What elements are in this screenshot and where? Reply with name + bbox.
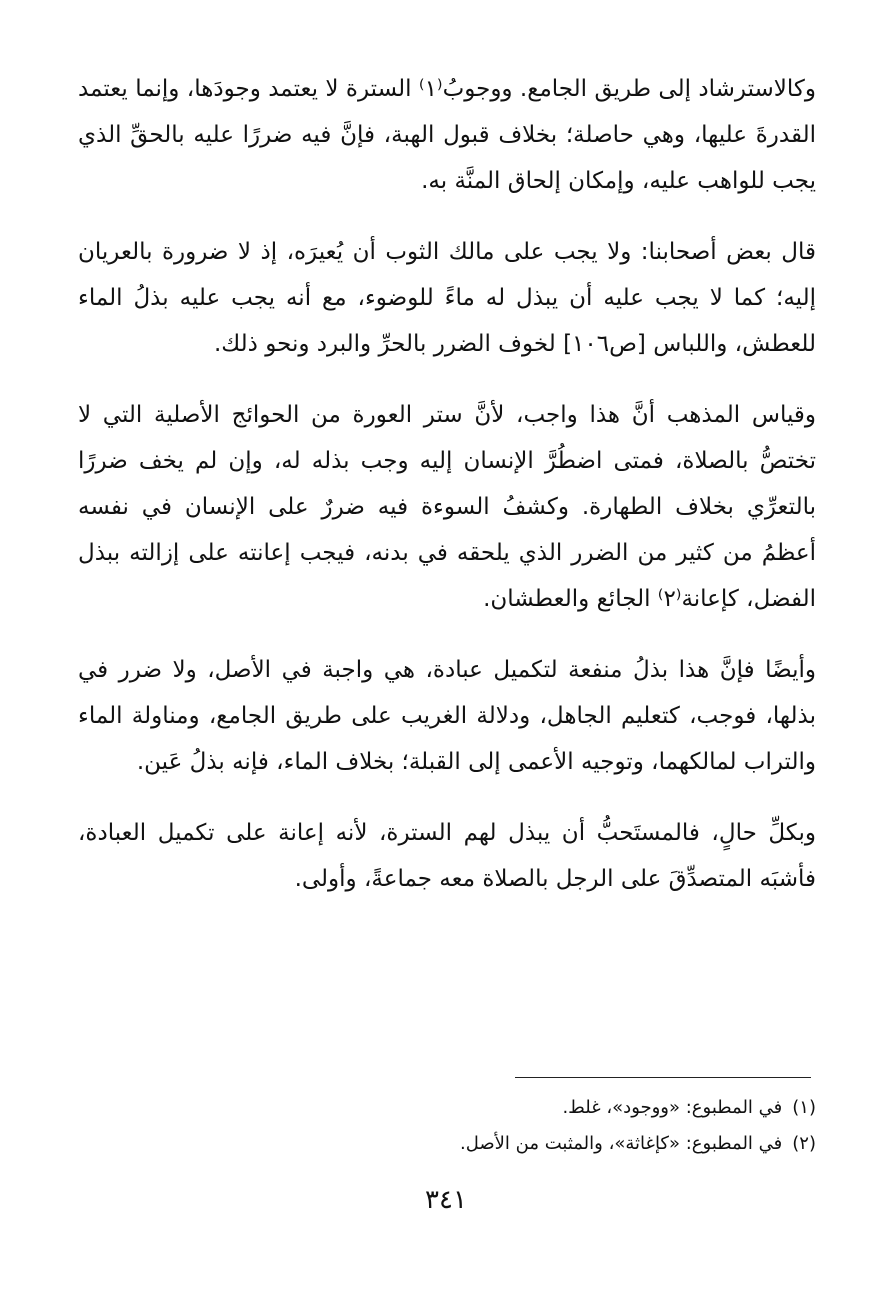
footnote-1-text: في المطبوع: «ووجود»، غلط. <box>562 1097 783 1118</box>
paragraph-1: وكالاسترشاد إلى طريق الجامع. ووجوبُ⁽١⁾ السترة لا يعتمد وجودَها، وإنما يعتمد القدرةَ عليها، وهي حاصلة؛ بخلاف قبول الهبة، فإنَّ فيه ضررًا عليه بالحقِّ الذي يجب للواهب عليه، وإمكان إلحاق المنَّة به. <box>78 76 816 194</box>
footnotes <box>78 1090 816 1162</box>
paragraph-4: وأيضًا فإنَّ هذا بذلُ منفعة لتكميل عبادة، هي واجبة في الأصل، ولا ضرر في بذلها، فوجب، كتعليم الجاهل، ودلالة الغريب على طريق الجامع، ومناولة الماء والتراب لمالكهما، وتوجيه الأعمى إلى القبلة؛ بخلاف الماء، فإنه بذلُ عَين. <box>78 657 816 775</box>
footnote-1-number: (١) <box>792 1097 816 1118</box>
main-text <box>78 66 816 927</box>
paragraph-5: وبكلِّ حالٍ، فالمستَحبُّ أن يبذل لهم السترة، لأنه إعانة على تكميل العبادة، فأشبَه المتصدِّقَ على الرجل بالصلاة معه جماعةً، وأولى. <box>78 820 816 892</box>
footnote-2-number: (٢) <box>792 1133 816 1154</box>
footnote-2 <box>78 1126 816 1162</box>
footnote-2-text: في المطبوع: «كإغاثة»، والمثبت من الأصل. <box>460 1133 783 1154</box>
page-number: ٣٤١ <box>425 1185 467 1215</box>
paragraph-2: قال بعض أصحابنا: ولا يجب على مالك الثوب أن يُعيرَه، إذ لا ضرورة بالعريان إليه؛ كما لا يجب عليه أن يبذل له ماءً للوضوء، مع أنه يجب عليه بذلُ الماء للعطش، واللباس [ص١٠٦] لخوف الضرر بالحرِّ والبرد ونحو ذلك. <box>78 239 816 357</box>
footnote-1 <box>78 1090 816 1126</box>
paragraph-3: وقياس المذهب أنَّ هذا واجب، لأنَّ ستر العورة من الحوائج الأصلية التي لا تختصُّ بالصلاة، فمتى اضطُرَّ الإنسان إليه وجب بذله له، وإن لم يخف ضررًا بالتعرِّي بخلاف الطهارة. وكشفُ السوءة فيه ضررٌ على الإنسان في نفسه أعظمُ من كثير من الضرر الذي يلحقه في بدنه، فيجب إعانته على إزالته ببذل الفضل، كإعانة⁽٢⁾ الجائع والعطشان. <box>78 402 816 612</box>
footnote-separator <box>515 1077 811 1078</box>
